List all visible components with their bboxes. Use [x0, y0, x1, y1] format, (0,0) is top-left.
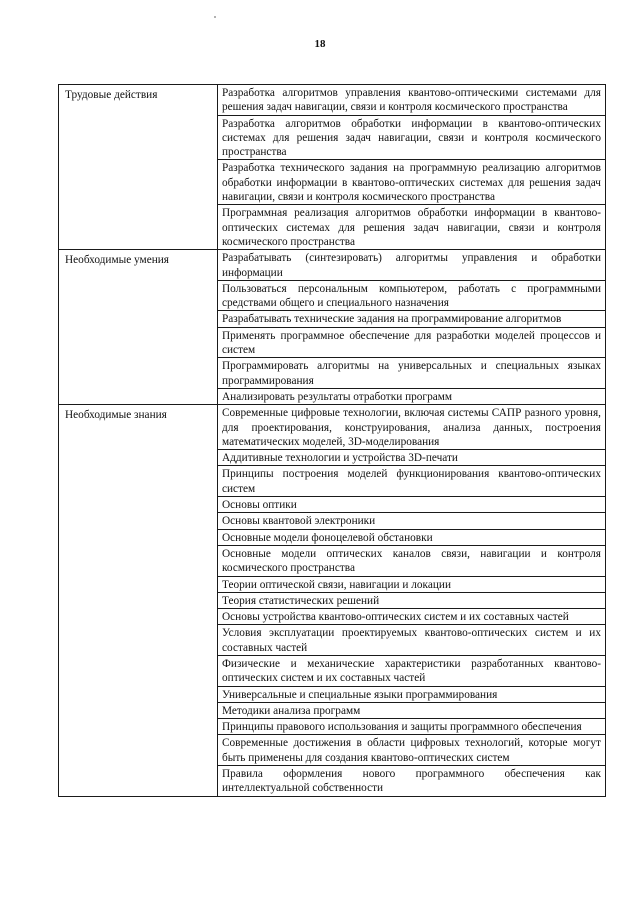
requirement-item: Разработка технического задания на программную реализацию алгоритмов обработки информации в квантово-оптических системах для решения задач навигации, связи и контроля космического пространства — [218, 160, 606, 205]
requirement-item: Универсальные и специальные языки программирования — [218, 686, 606, 702]
requirement-item: Анализировать результаты отработки программ — [218, 388, 606, 404]
requirement-item: Основы квантовой электроники — [218, 513, 606, 529]
requirement-item: Основы оптики — [218, 497, 606, 513]
requirement-item: Разработка алгоритмов управления квантово-оптическими системами для решения задач навигации, связи и контроля космического пространства — [218, 85, 606, 116]
requirement-item: Теория статистических решений — [218, 592, 606, 608]
table-row — [59, 250, 606, 281]
requirement-item: Разрабатывать (синтезировать) алгоритмы управления и обработки информации — [218, 250, 606, 281]
scan-artifact — [214, 16, 216, 18]
requirement-item: Основные модели оптических каналов связи, навигации и контроля космического пространства — [218, 545, 606, 576]
requirement-item: Современные цифровые технологии, включая системы САПР разного уровня, для проектирования, конструирования, анализа данных, построения математических моделей, 3D-моделирования — [218, 405, 606, 450]
page-number: 18 — [314, 38, 326, 50]
section-label: Необходимые умения — [59, 250, 218, 405]
requirement-item: Применять программное обеспечение для разработки моделей процессов и систем — [218, 327, 606, 358]
requirement-item: Методики анализа программ — [218, 702, 606, 718]
requirement-item: Современные достижения в области цифровых технологий, которые могут быть применены для создания квантово-оптических систем — [218, 735, 606, 766]
requirement-item: Основы устройства квантово-оптических систем и их составных частей — [218, 609, 606, 625]
table-body — [59, 85, 606, 797]
section-label: Необходимые знания — [59, 405, 218, 796]
requirement-item: Программная реализация алгоритмов обработки информации в квантово-оптических системах для решения задач навигации, связи и контроля космического пространства — [218, 205, 606, 250]
requirement-item: Принципы правового использования и защиты программного обеспечения — [218, 719, 606, 735]
requirement-item: Теории оптической связи, навигации и локации — [218, 576, 606, 592]
requirement-item: Условия эксплуатации проектируемых квантово-оптических систем и их составных частей — [218, 625, 606, 656]
requirement-item: Физические и механические характеристики разработанных квантово-оптических систем и их составных частей — [218, 655, 606, 686]
requirement-item: Пользоваться персональным компьютером, работать с программными средствами общего и специального назначения — [218, 280, 606, 311]
section-label: Трудовые действия — [59, 85, 218, 250]
requirement-item: Разработка алгоритмов обработки информации в квантово-оптических системах для решения задач навигации, связи и контроля космического пространства — [218, 115, 606, 160]
requirement-item: Разрабатывать технические задания на программирование алгоритмов — [218, 311, 606, 327]
table-row — [59, 405, 606, 450]
requirement-item: Аддитивные технологии и устройства 3D-печати — [218, 450, 606, 466]
requirement-item: Правила оформления нового программного обеспечения как интеллектуальной собственности — [218, 766, 606, 797]
competency-table — [58, 84, 606, 797]
requirement-item: Основные модели фоноцелевой обстановки — [218, 529, 606, 545]
table-row — [59, 85, 606, 116]
requirement-item: Принципы построения моделей функционирования квантово-оптических систем — [218, 466, 606, 497]
requirement-item: Программировать алгоритмы на универсальных и специальных языках программирования — [218, 358, 606, 389]
